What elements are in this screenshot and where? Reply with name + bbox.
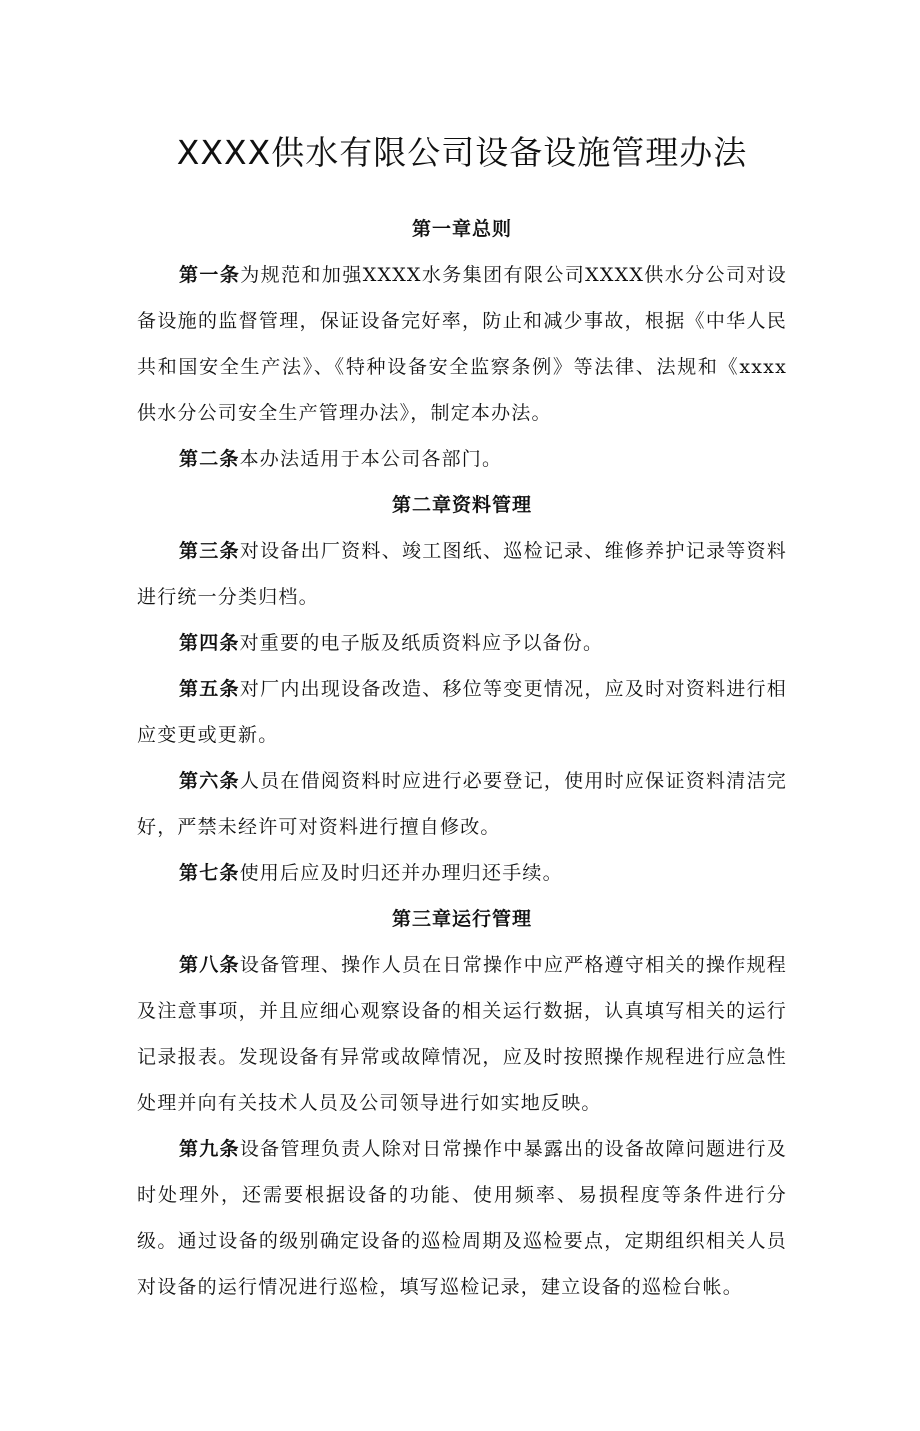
article-2 — [137, 436, 787, 482]
article-text: 对重要的电子版及纸质资料应予以备份。 — [239, 632, 604, 654]
article-label: 第三条 — [179, 540, 240, 562]
article-label: 第七条 — [179, 862, 240, 884]
article-7 — [137, 850, 787, 896]
document-title: XXXX供水有限公司设备设施管理办法 — [176, 133, 748, 172]
article-text: 对厂内出现设备改造、移位等变更情况，应及时对资料进行相应变更或更新。 — [137, 678, 787, 746]
article-label: 第六条 — [179, 770, 240, 792]
article-3 — [137, 528, 787, 620]
article-5 — [137, 666, 787, 758]
article-1 — [137, 252, 787, 436]
article-8 — [137, 942, 787, 1126]
chapter-1 — [137, 206, 787, 482]
article-6 — [137, 758, 787, 850]
article-label: 第二条 — [179, 448, 240, 470]
chapter-heading: 第一章总则 — [411, 218, 512, 240]
chapter-heading: 第二章资料管理 — [391, 494, 532, 516]
article-text: 设备管理负责人除对日常操作中暴露出的设备故障问题进行及时处理外，还需要根据设备的功能、使用频率、易损程度等条件进行分级。通过设备的级别确定设备的巡检周期及巡检要点，定期组织相关人员对设备的运行情况进行巡检，填写巡检记录，建立设备的巡检台帐。 — [137, 1138, 787, 1298]
chapter-heading: 第三章运行管理 — [391, 908, 532, 930]
article-label: 第五条 — [179, 678, 240, 700]
article-text: 人员在借阅资料时应进行必要登记，使用时应保证资料清洁完好，严禁未经许可对资料进行擅自修改。 — [137, 770, 787, 838]
article-text: 本办法适用于本公司各部门。 — [239, 448, 503, 470]
chapter-3 — [137, 896, 787, 1310]
document-page — [0, 130, 920, 1431]
chapter-2 — [137, 482, 787, 896]
article-9 — [137, 1126, 787, 1310]
article-label: 第四条 — [179, 632, 240, 654]
article-4 — [137, 620, 787, 666]
article-label: 第一条 — [179, 264, 241, 286]
article-label: 第九条 — [179, 1138, 240, 1160]
article-text: 对设备出厂资料、竣工图纸、巡检记录、维修养护记录等资料进行统一分类归档。 — [137, 540, 787, 608]
article-text: 设备管理、操作人员在日常操作中应严格遵守相关的操作规程及注意事项，并且应细心观察设备的相关运行数据，认真填写相关的运行记录报表。发现设备有异常或故障情况，应及时按照操作规程进行应急性处理并向有关技术人员及公司领导进行如实地反映。 — [137, 954, 787, 1114]
article-text: 为规范和加强XXXX水务集团有限公司XXXX供水分公司对设备设施的监督管理，保证设备完好率，防止和减少事故，根据《中华人民共和国安全生产法》、《特种设备安全监察条例》等法律、法规和《xxxx供水分公司安全生产管理办法》，制定本办法。 — [137, 264, 787, 424]
article-text: 使用后应及时归还并办理归还手续。 — [239, 862, 563, 884]
article-label: 第八条 — [179, 954, 240, 976]
